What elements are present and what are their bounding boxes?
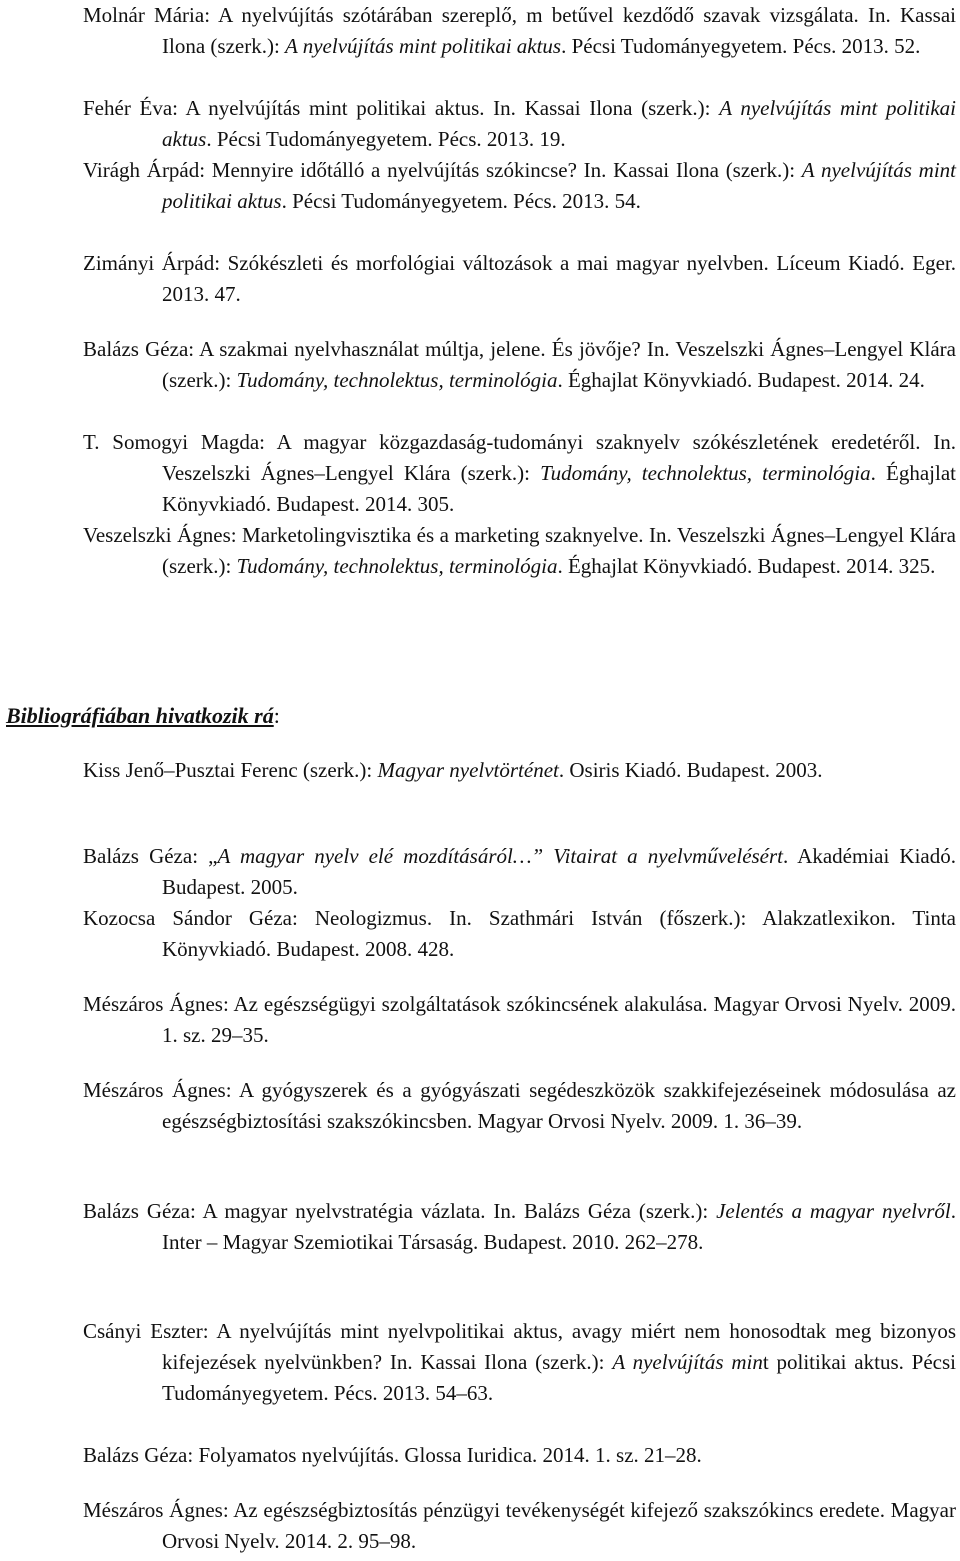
entry-text: . Pécsi Tudományegyetem. Pécs. 2013. 54.	[281, 189, 641, 213]
bibliography-entry	[83, 755, 956, 786]
entry-title-italic: Magyar nyelvtörténet	[377, 758, 559, 782]
entry-text: . Pécsi Tudományegyetem. Pécs. 2013. 52.	[561, 34, 921, 58]
entry-title-italic: A nyelvújítás min	[612, 1350, 763, 1374]
entry-text: . Akadémiai Kiadó. Budapest. 2005.	[162, 844, 956, 899]
reference-entry	[83, 93, 956, 155]
entry-text: . Éghajlat Könyvkiadó. Budapest. 2014. 24.	[557, 368, 925, 392]
reference-entry	[83, 334, 956, 396]
entry-text: Balázs Géza: A szakmai nyelvhasználat múltja, jelene. És jövője? In. Veszelszki Ágnes–Lengyel Klára (szerk.):	[83, 337, 956, 392]
entry-title-italic: A nyelvújítás mint politikai aktus	[162, 158, 956, 213]
entry-title-italic: Tudomány, technolektus, terminológia	[540, 461, 871, 485]
entry-text: Csányi Eszter: A nyelvújítás mint nyelvpolitikai aktus, avagy miért nem honosodtak meg bizonyos kifejezések nyelvünkben? In. Kassai Ilona (szerk.):	[83, 1319, 956, 1374]
section-heading-label: Bibliográfiában hivatkozik rá	[6, 703, 274, 728]
section-heading	[6, 701, 280, 731]
entry-text: Molnár Mária: A nyelvújítás szótárában szereplő, m betűvel kezdődő szavak vizsgálata. In. Kassai Ilona (szerk.):	[83, 3, 956, 58]
entry-title-italic: Tudomány, technolektus, terminológia	[236, 554, 558, 578]
bibliography-entry	[83, 1440, 956, 1471]
entry-text: Balázs Géza: Folyamatos nyelvújítás. Glossa Iuridica. 2014. 1. sz. 21–28.	[83, 1443, 702, 1467]
entry-text: T. Somogyi Magda: A magyar közgazdaság-tudományi szaknyelv szókészletének eredetéről. In. Veszelszki Ágnes–Lengyel Klára (szerk.):	[83, 430, 956, 485]
entry-text: Mészáros Ágnes: Az egészségügyi szolgáltatások szókincsének alakulása. Magyar Orvosi Nyelv. 2009. 1. sz. 29–35.	[83, 992, 956, 1047]
reference-entry	[83, 248, 956, 310]
entry-text: . Éghajlat Könyvkiadó. Budapest. 2014. 325.	[557, 554, 936, 578]
section-heading-suffix: :	[273, 703, 280, 728]
entry-title-italic: A nyelvújítás mint politikai aktus	[285, 34, 562, 58]
entry-text: . Éghajlat Könyvkiadó. Budapest. 2014. 305.	[162, 461, 956, 516]
entry-text: Balázs Géza: A magyar nyelvstratégia vázlata. In. Balázs Géza (szerk.):	[83, 1199, 717, 1223]
entry-text: Balázs Géza: „	[83, 844, 218, 868]
entry-text: Kozocsa Sándor Géza: Neologizmus. In. Szathmári István (főszerk.): Alakzatlexikon. Tinta Könyvkiadó. Budapest. 2008. 428.	[83, 906, 956, 961]
entry-title-italic: Tudomány, technolektus, terminológia	[236, 368, 558, 392]
entry-text: . Inter – Magyar Szemiotikai Társaság. Budapest. 2010. 262–278.	[162, 1199, 956, 1254]
entry-text: Mészáros Ágnes: A gyógyszerek és a gyógyászati segédeszközök szakkifejezéseinek módosulása az egészségbiztosítási szakszókincsben. Magyar Orvosi Nyelv. 2009. 1. 36–39.	[83, 1078, 956, 1133]
entry-text: t politikai aktus. Pécsi Tudományegyetem. Pécs. 2013. 54–63.	[162, 1350, 957, 1405]
reference-entry	[83, 0, 956, 62]
bibliography-entry	[83, 1196, 956, 1258]
reference-entry	[83, 155, 956, 217]
reference-entry	[83, 520, 956, 582]
bibliography-entry	[83, 989, 956, 1051]
entry-title-italic: A magyar nyelv elé mozdításáról…” Vitairat a nyelvművelésért	[217, 844, 784, 868]
entry-text: Zimányi Árpád: Szókészleti és morfológiai változások a mai magyar nyelvben. Líceum Kiadó. Eger. 2013. 47.	[83, 251, 956, 306]
bibliography-entry	[83, 841, 956, 903]
bibliography-entry	[83, 903, 956, 965]
entry-text: . Pécsi Tudományegyetem. Pécs. 2013. 19.	[206, 127, 566, 151]
bibliography-entry	[83, 1075, 956, 1137]
entry-text: Mészáros Ágnes: Az egészségbiztosítás pénzügyi tevékenységét kifejező szakszókincs eredete. Magyar Orvosi Nyelv. 2014. 2. 95–98.	[83, 1498, 956, 1553]
entry-text: Veszelszki Ágnes: Marketolingvisztika és a marketing szaknyelve. In. Veszelszki Ágnes–Lengyel Klára (szerk.):	[83, 523, 956, 578]
reference-entry	[83, 427, 956, 520]
entry-text: Kiss Jenő–Pusztai Ferenc (szerk.):	[83, 758, 378, 782]
entry-title-italic: Jelentés a magyar nyelvről	[716, 1199, 951, 1223]
entry-text: . Osiris Kiadó. Budapest. 2003.	[558, 758, 823, 782]
bibliography-entry	[83, 1316, 956, 1409]
entry-title-italic: A nyelvújítás mint politikai aktus	[162, 96, 956, 151]
entry-text: Fehér Éva: A nyelvújítás mint politikai aktus. In. Kassai Ilona (szerk.):	[83, 96, 720, 120]
bibliography-entry	[83, 1495, 956, 1557]
entry-text: Virágh Árpád: Mennyire időtálló a nyelvújítás szókincse? In. Kassai Ilona (szerk.):	[83, 158, 802, 182]
